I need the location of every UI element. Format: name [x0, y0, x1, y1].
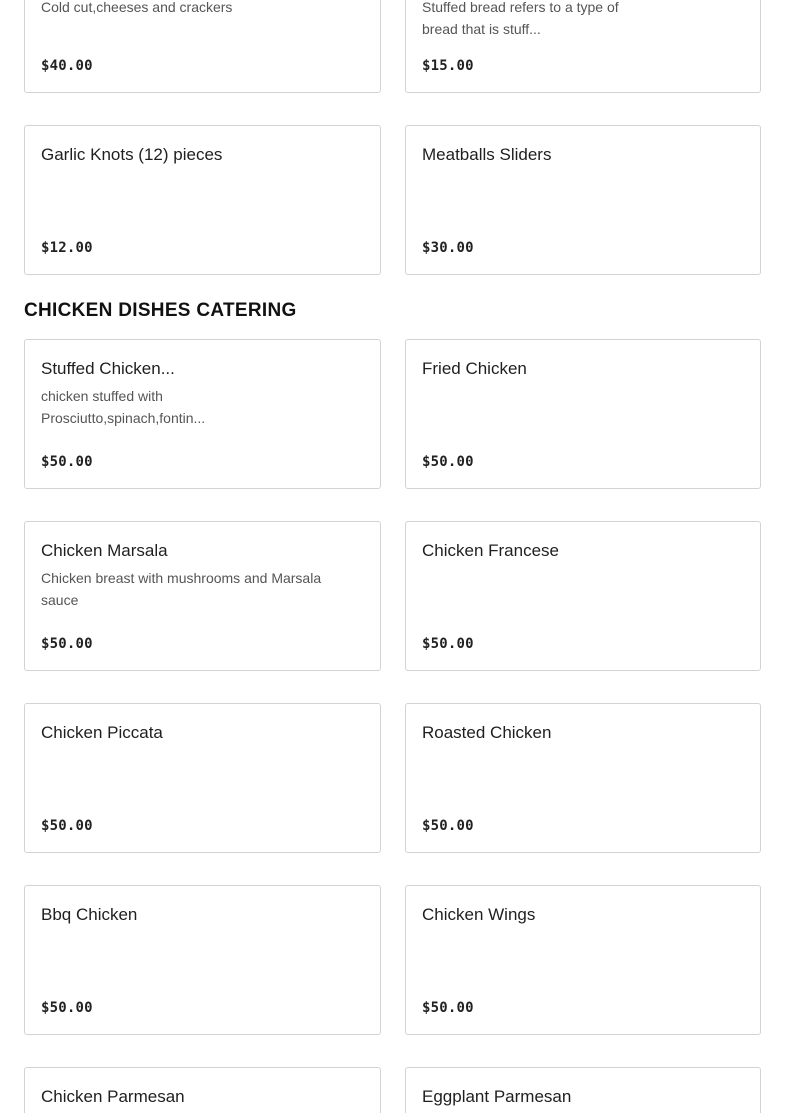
menu-item-price: $40.00 [41, 58, 93, 74]
menu-item-name: Bbq Chicken [41, 905, 138, 924]
menu-item-name: Chicken Parmesan [41, 1087, 185, 1106]
menu-item-card[interactable] [24, 339, 381, 489]
menu-item-description: Stuffed bread refers to a type of bread that is stuff... [422, 0, 619, 37]
menu-item-price: $50.00 [422, 1000, 474, 1016]
menu-item-price: $50.00 [41, 1000, 93, 1016]
menu-item-name: Chicken Francese [422, 541, 560, 560]
menu-item-card[interactable] [405, 885, 761, 1035]
menu-item-card[interactable] [405, 339, 761, 489]
menu-item-name: Garlic Knots (12) pieces [41, 145, 223, 164]
menu-item-price: $50.00 [422, 636, 474, 652]
menu-item-price: $50.00 [41, 818, 93, 834]
menu-item-card[interactable] [24, 0, 381, 93]
menu-item-name: Chicken Wings [422, 905, 536, 924]
menu-item-card[interactable] [24, 1067, 381, 1113]
section-title: CHICKEN DISHES CATERING [24, 300, 297, 321]
menu-item-description: chicken stuffed with Prosciutto,spinach,fontin... [41, 388, 206, 426]
menu-item-price: $50.00 [422, 818, 474, 834]
menu-item-card[interactable] [24, 521, 381, 671]
menu-item-card[interactable] [24, 703, 381, 853]
menu-item-price: $12.00 [41, 240, 93, 256]
menu-item-card[interactable] [405, 0, 761, 93]
menu-item-name: Roasted Chicken [422, 723, 552, 742]
menu-item-price: $50.00 [422, 454, 474, 470]
menu-item-name: Chicken Marsala [41, 541, 168, 560]
menu-item-price: $30.00 [422, 240, 474, 256]
menu-item-description: Cold cut,cheeses and crackers [41, 0, 233, 15]
menu-item-price: $50.00 [41, 636, 93, 652]
menu-item-price: $50.00 [41, 454, 93, 470]
menu-item-name: Eggplant Parmesan [422, 1087, 572, 1106]
menu-item-name: Fried Chicken [422, 359, 527, 378]
menu-item-description: Chicken breast with mushrooms and Marsala sauce [41, 570, 322, 608]
menu-item-card[interactable] [405, 1067, 761, 1113]
menu-item-card[interactable] [405, 521, 761, 671]
menu-item-card[interactable] [24, 885, 381, 1035]
menu-item-price: $15.00 [422, 58, 474, 74]
menu-item-card[interactable] [24, 125, 381, 275]
menu-item-name: Chicken Piccata [41, 723, 163, 742]
menu-item-name: Stuffed Chicken... [41, 359, 175, 378]
menu-item-card[interactable] [405, 125, 761, 275]
menu-item-card[interactable] [405, 703, 761, 853]
menu-item-name: Meatballs Sliders [422, 145, 552, 164]
